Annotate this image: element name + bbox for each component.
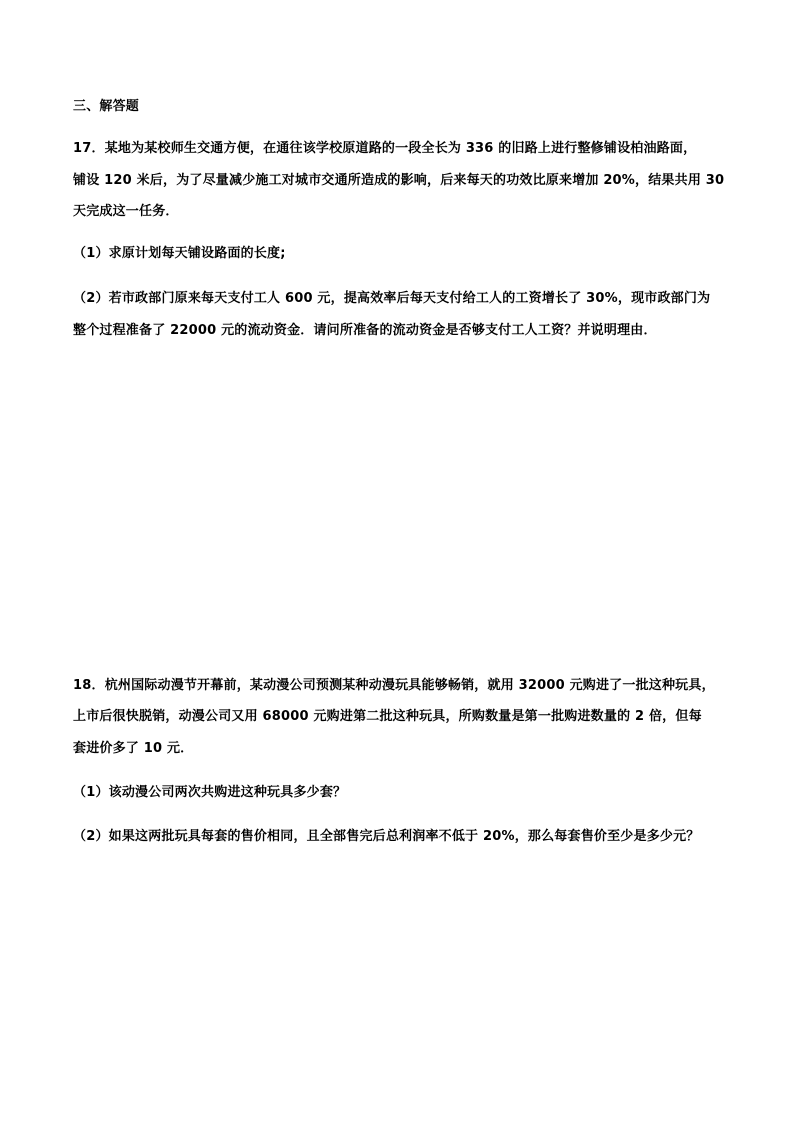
question-17-part-2-line-2: 整个过程准备了 22000 元的流动资金．请问所准备的流动资金是否够支付工人工资？并说明理由．	[73, 323, 657, 338]
question-18-part-1: （1）该动漫公司两次共购进这种玩具多少套？	[73, 785, 347, 800]
question-17-stem-line-1: 17．某地为某校师生交通方便，在通往该学校原道路的一段全长为 336 的旧路上进行整修铺设柏油路面，	[73, 141, 697, 156]
question-17-part-1: （1）求原计划每天铺设路面的长度;	[73, 246, 286, 261]
question-18-stem-line-3: 套进价多了 10 元．	[73, 741, 194, 756]
question-18-part-2: （2）如果这两批玩具每套的售价相同，且全部售完后总利润率不低于 20%，那么每套售价至少是多少元？	[73, 829, 700, 844]
section-title: 三、解答题	[73, 99, 140, 114]
question-17-stem-line-3: 天完成这一任务．	[73, 204, 179, 219]
question-17-part-2-line-1: （2）若市政部门原来每天支付工人 600 元，提高效率后每天支付给工人的工资增长了 30%，现市政部门为	[73, 291, 711, 306]
question-18-stem-line-1: 18．杭州国际动漫节开幕前，某动漫公司预测某种动漫玩具能够畅销，就用 32000 元购进了一批这种玩具，	[73, 678, 715, 693]
question-17-stem-line-2: 铺设 120 米后，为了尽量减少施工对城市交通所造成的影响，后来每天的功效比原来增加 20%，结果共用 30	[73, 173, 725, 188]
question-18-stem-line-2: 上市后很快脱销，动漫公司又用 68000 元购进第二批这种玩具，所购数量是第一批购进数量的 2 倍，但每	[73, 709, 702, 724]
